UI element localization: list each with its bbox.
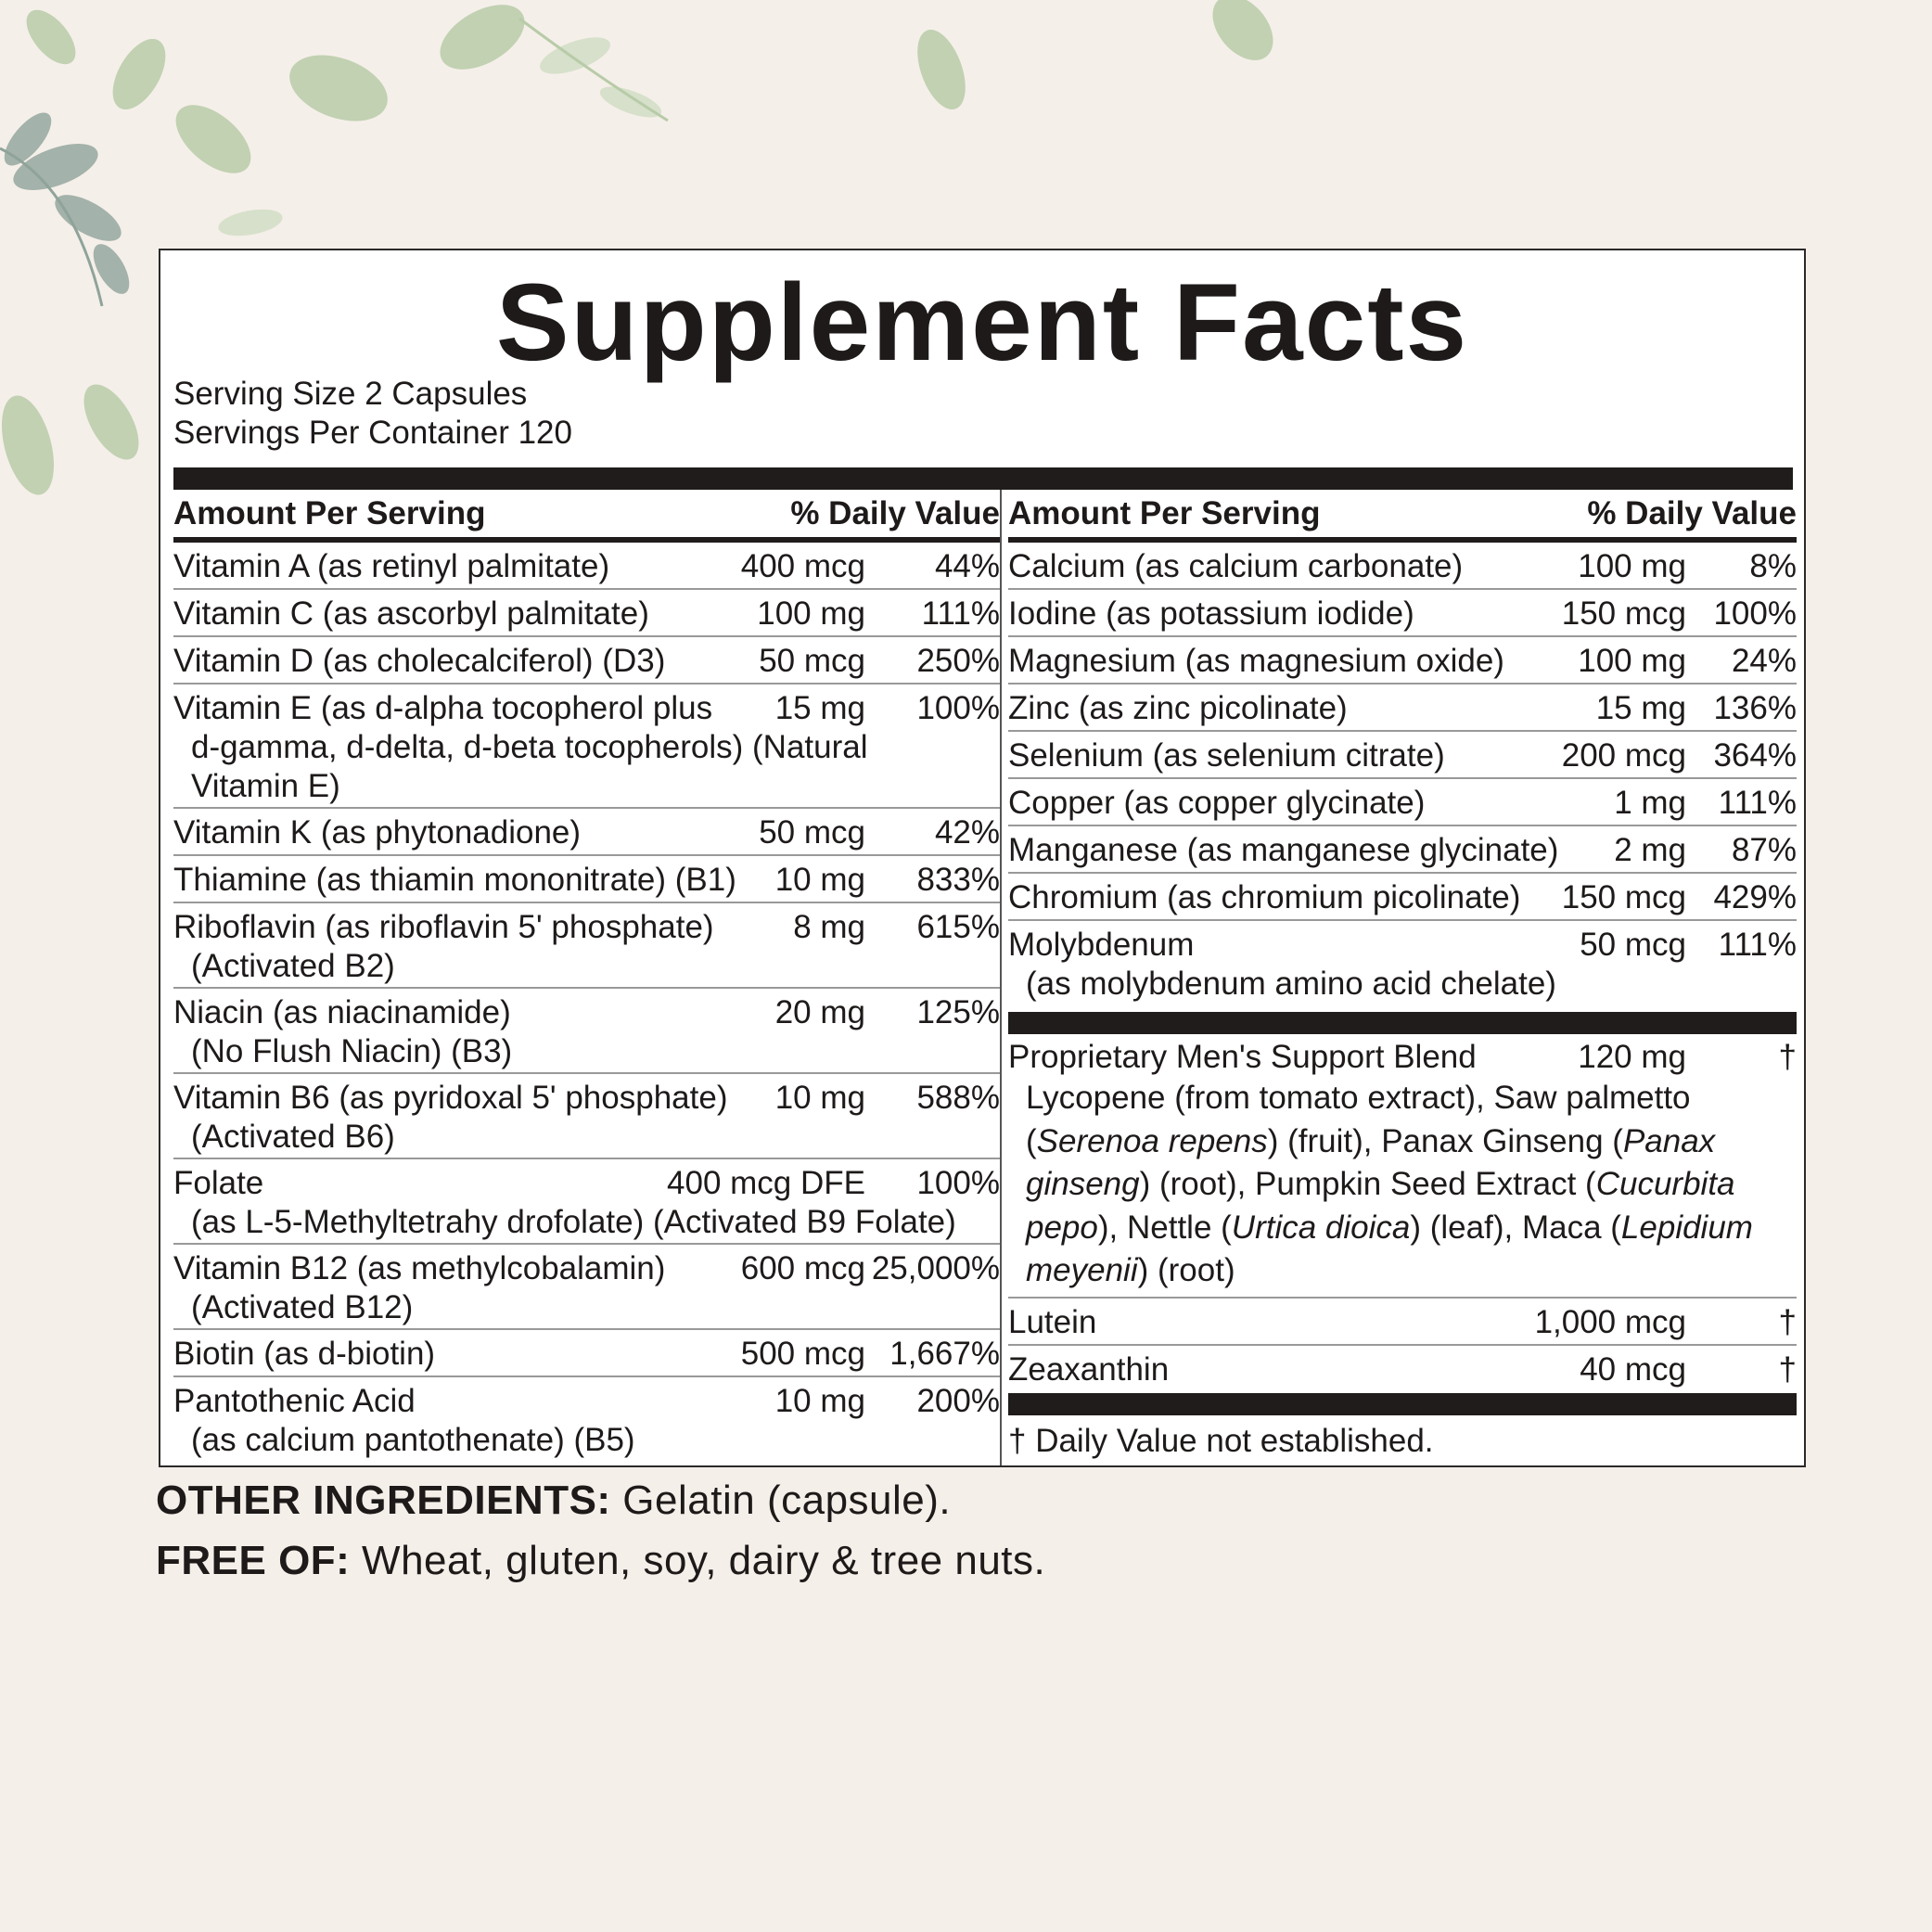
nutrient-name: Magnesium (as magnesium oxide) (1008, 643, 1504, 679)
nutrient-daily-value: 100% (916, 690, 1000, 726)
botanical-name: Lepidium meyenii (1026, 1209, 1753, 1288)
nutrient-amount: 150 mcg (1561, 595, 1686, 632)
nutrient-name: Calcium (as calcium carbonate) (1008, 548, 1464, 584)
right-column (1008, 490, 1797, 1464)
nutrient-row (173, 903, 1000, 989)
nutrient-row (173, 1330, 1000, 1377)
free-of (156, 1535, 1045, 1587)
nutrient-daily-value: 250% (916, 643, 1000, 679)
nutrient-amount: 150 mcg (1561, 879, 1686, 915)
nutrient-source: (No Flush Niacin) (B3) (191, 1033, 513, 1069)
right-column-header (1008, 490, 1797, 543)
servings-per-container: Servings Per Container 120 (173, 415, 572, 451)
nutrient-name: Selenium (as selenium citrate) (1008, 737, 1445, 774)
blend-ingredients (1008, 1077, 1797, 1293)
nutrient-row (173, 989, 1000, 1074)
nutrient-amount: 15 mg (1595, 690, 1686, 726)
extra-nutrient-list (1008, 1299, 1797, 1393)
nutrient-source: (as molybdenum amino acid chelate) (1026, 966, 1556, 1002)
nutrient-amount: 50 mcg (759, 643, 865, 679)
free-of-label: FREE OF: (156, 1538, 351, 1583)
nutrient-source: (Activated B6) (191, 1119, 395, 1155)
botanical-name: Panax ginseng (1026, 1122, 1716, 1202)
nutrient-daily-value: 100% (1713, 595, 1797, 632)
nutrient-row (173, 685, 1000, 809)
nutrient-source: Vitamin E) (191, 768, 340, 804)
daily-value-label: % Daily Value (1587, 494, 1797, 531)
nutrient-row (173, 637, 1000, 685)
nutrient-amount: 20 mg (774, 994, 865, 1030)
botanical-name: Urtica dioica (1231, 1209, 1411, 1246)
nutrient-name: Copper (as copper glycinate) (1008, 785, 1426, 821)
nutrient-row (1008, 826, 1797, 874)
blend-ingredient-text: Lycopene (from tomato extract), Saw palmetto ( (1026, 1080, 1691, 1159)
nutrient-daily-value: 1,667% (889, 1336, 1000, 1372)
botanical-name: Cucurbita pepo (1026, 1166, 1735, 1246)
nutrient-amount: 100 mg (1578, 548, 1686, 584)
free-of-value: Wheat, gluten, soy, dairy & tree nuts. (350, 1538, 1046, 1583)
column-divider (1000, 490, 1002, 1465)
nutrient-row (173, 1377, 1000, 1461)
nutrient-name: Iodine (as potassium iodide) (1008, 595, 1414, 632)
blend-ingredient-text: ) (root) (1137, 1252, 1235, 1288)
nutrient-amount: 2 mg (1614, 832, 1686, 868)
nutrient-amount: 10 mg (774, 1080, 865, 1116)
nutrient-row (1008, 1346, 1797, 1393)
nutrient-row (1008, 921, 1797, 1006)
blend-ingredient-text: ) (root), Pumpkin Seed Extract ( (1139, 1166, 1596, 1202)
serving-info (173, 375, 572, 453)
nutrient-name: Thiamine (as thiamin mononitrate) (B1) (173, 862, 736, 898)
nutrient-amount: 50 mcg (759, 814, 865, 851)
nutrient-source: (Activated B12) (191, 1289, 414, 1325)
nutrient-daily-value: 588% (916, 1080, 1000, 1116)
other-ingredients-value: Gelatin (capsule). (610, 1478, 952, 1523)
blend-amount: 120 mg (1578, 1039, 1686, 1075)
nutrient-row (1008, 874, 1797, 921)
nutrient-daily-value: 833% (916, 862, 1000, 898)
left-column (173, 490, 1000, 1461)
nutrient-row (1008, 779, 1797, 826)
nutrient-amount: 15 mg (774, 690, 865, 726)
daily-value-label: % Daily Value (790, 494, 1000, 531)
nutrient-name: Vitamin A (as retinyl palmitate) (173, 548, 610, 584)
serving-size: Serving Size 2 Capsules (173, 376, 528, 412)
nutrient-daily-value: 100% (916, 1165, 1000, 1201)
nutrient-row (1008, 1299, 1797, 1346)
left-column-header (173, 490, 1000, 543)
nutrient-source: (as L-5-Methyltetrahy drofolate) (Activated B9 Folate) (191, 1204, 956, 1240)
nutrient-amount: 400 mcg DFE (667, 1165, 865, 1201)
botanical-name: Serenoa repens (1036, 1122, 1268, 1159)
nutrient-row (1008, 637, 1797, 685)
nutrient-daily-value: 200% (916, 1383, 1000, 1419)
nutrient-name: Manganese (as manganese glycinate) (1008, 832, 1559, 868)
nutrient-name: Zeaxanthin (1008, 1350, 1170, 1388)
nutrient-source: (as calcium pantothenate) (B5) (191, 1422, 635, 1458)
nutrient-name: Lutein (1008, 1303, 1097, 1340)
nutrient-amount: 500 mcg (740, 1336, 865, 1372)
other-ingredients-label: OTHER INGREDIENTS: (156, 1478, 611, 1523)
nutrient-daily-value: 42% (934, 814, 1000, 851)
blend-ingredient-text: ), Nettle ( (1097, 1209, 1232, 1246)
nutrient-row (173, 590, 1000, 637)
panel-title: Supplement Facts (495, 262, 1469, 384)
nutrient-amount: 1,000 mcg (1534, 1303, 1686, 1340)
amount-per-serving-label: Amount Per Serving (173, 494, 486, 531)
nutrient-daily-value: 8% (1749, 548, 1797, 584)
supplement-facts-panel (159, 249, 1806, 1467)
nutrient-name: Chromium (as chromium picolinate) (1008, 879, 1521, 915)
nutrient-amount: 200 mcg (1561, 737, 1686, 774)
nutrient-daily-value: 429% (1713, 879, 1797, 915)
nutrient-name: Pantothenic Acid (173, 1383, 416, 1419)
nutrient-row (173, 856, 1000, 903)
nutrient-name: Vitamin D (as cholecalciferol) (D3) (173, 643, 666, 679)
bottom-thick-rule (1008, 1393, 1797, 1415)
nutrient-name: Folate (173, 1165, 264, 1201)
nutrient-daily-value: 44% (934, 548, 1000, 584)
nutrient-name: Vitamin B12 (as methylcobalamin) (173, 1250, 666, 1286)
nutrient-row (1008, 685, 1797, 732)
nutrient-daily-value: 25,000% (871, 1250, 1000, 1286)
blend-ingredient-text: ) (fruit), Panax Ginseng ( (1267, 1122, 1623, 1159)
nutrient-row (1008, 732, 1797, 779)
footnote: † Daily Value not established. (1008, 1422, 1434, 1459)
nutrient-row (173, 1245, 1000, 1330)
left-nutrient-list (173, 543, 1000, 1461)
nutrient-daily-value: 615% (916, 909, 1000, 945)
nutrient-daily-value: 111% (1718, 785, 1797, 821)
nutrient-amount: 50 mcg (1580, 927, 1686, 963)
other-ingredients (156, 1475, 951, 1527)
blend-thick-rule (1008, 1012, 1797, 1034)
nutrient-row (173, 543, 1000, 590)
nutrient-daily-value: 24% (1731, 643, 1797, 679)
nutrient-daily-value: 87% (1731, 832, 1797, 868)
nutrient-row (173, 1074, 1000, 1159)
blend-name: Proprietary Men's Support Blend (1008, 1039, 1477, 1075)
nutrient-name: Niacin (as niacinamide) (173, 994, 511, 1030)
nutrient-name: Molybdenum (1008, 927, 1195, 963)
nutrient-row (1008, 543, 1797, 590)
amount-per-serving-label: Amount Per Serving (1008, 494, 1321, 531)
nutrient-row (173, 1159, 1000, 1245)
nutrient-amount: 400 mcg (740, 548, 865, 584)
nutrient-amount: 10 mg (774, 1383, 865, 1419)
nutrient-daily-value: † (1778, 1350, 1797, 1388)
nutrient-name: Riboflavin (as riboflavin 5' phosphate) (173, 909, 714, 945)
nutrient-daily-value: 125% (916, 994, 1000, 1030)
proprietary-blend-row (1008, 1034, 1797, 1299)
nutrient-daily-value: 111% (1718, 927, 1797, 963)
nutrient-name: Vitamin E (as d-alpha tocopherol plus (173, 690, 713, 726)
nutrient-name: Vitamin K (as phytonadione) (173, 814, 582, 851)
nutrient-amount: 8 mg (793, 909, 865, 945)
nutrient-amount: 100 mg (1578, 643, 1686, 679)
nutrient-daily-value: 364% (1713, 737, 1797, 774)
nutrient-source: (Activated B2) (191, 948, 395, 984)
blend-daily-value: † (1778, 1039, 1797, 1075)
nutrient-row (1008, 590, 1797, 637)
nutrient-amount: 1 mg (1614, 785, 1686, 821)
nutrient-name: Vitamin C (as ascorbyl palmitate) (173, 595, 649, 632)
nutrient-name: Zinc (as zinc picolinate) (1008, 690, 1348, 726)
nutrient-amount: 100 mg (757, 595, 865, 632)
nutrient-row (173, 809, 1000, 856)
nutrient-daily-value: 111% (921, 595, 1000, 632)
blend-ingredient-text: ) (leaf), Maca ( (1410, 1209, 1621, 1246)
nutrient-daily-value: 136% (1713, 690, 1797, 726)
nutrient-daily-value: † (1778, 1303, 1797, 1340)
top-thick-rule (173, 467, 1793, 490)
nutrient-name: Vitamin B6 (as pyridoxal 5' phosphate) (173, 1080, 728, 1116)
nutrient-source: d-gamma, d-delta, d-beta tocopherols) (Natural (191, 729, 868, 765)
nutrient-name: Biotin (as d-biotin) (173, 1336, 436, 1372)
nutrient-amount: 600 mcg (740, 1250, 865, 1286)
nutrient-amount: 40 mcg (1580, 1350, 1686, 1388)
right-nutrient-list (1008, 543, 1797, 1006)
nutrient-amount: 10 mg (774, 862, 865, 898)
